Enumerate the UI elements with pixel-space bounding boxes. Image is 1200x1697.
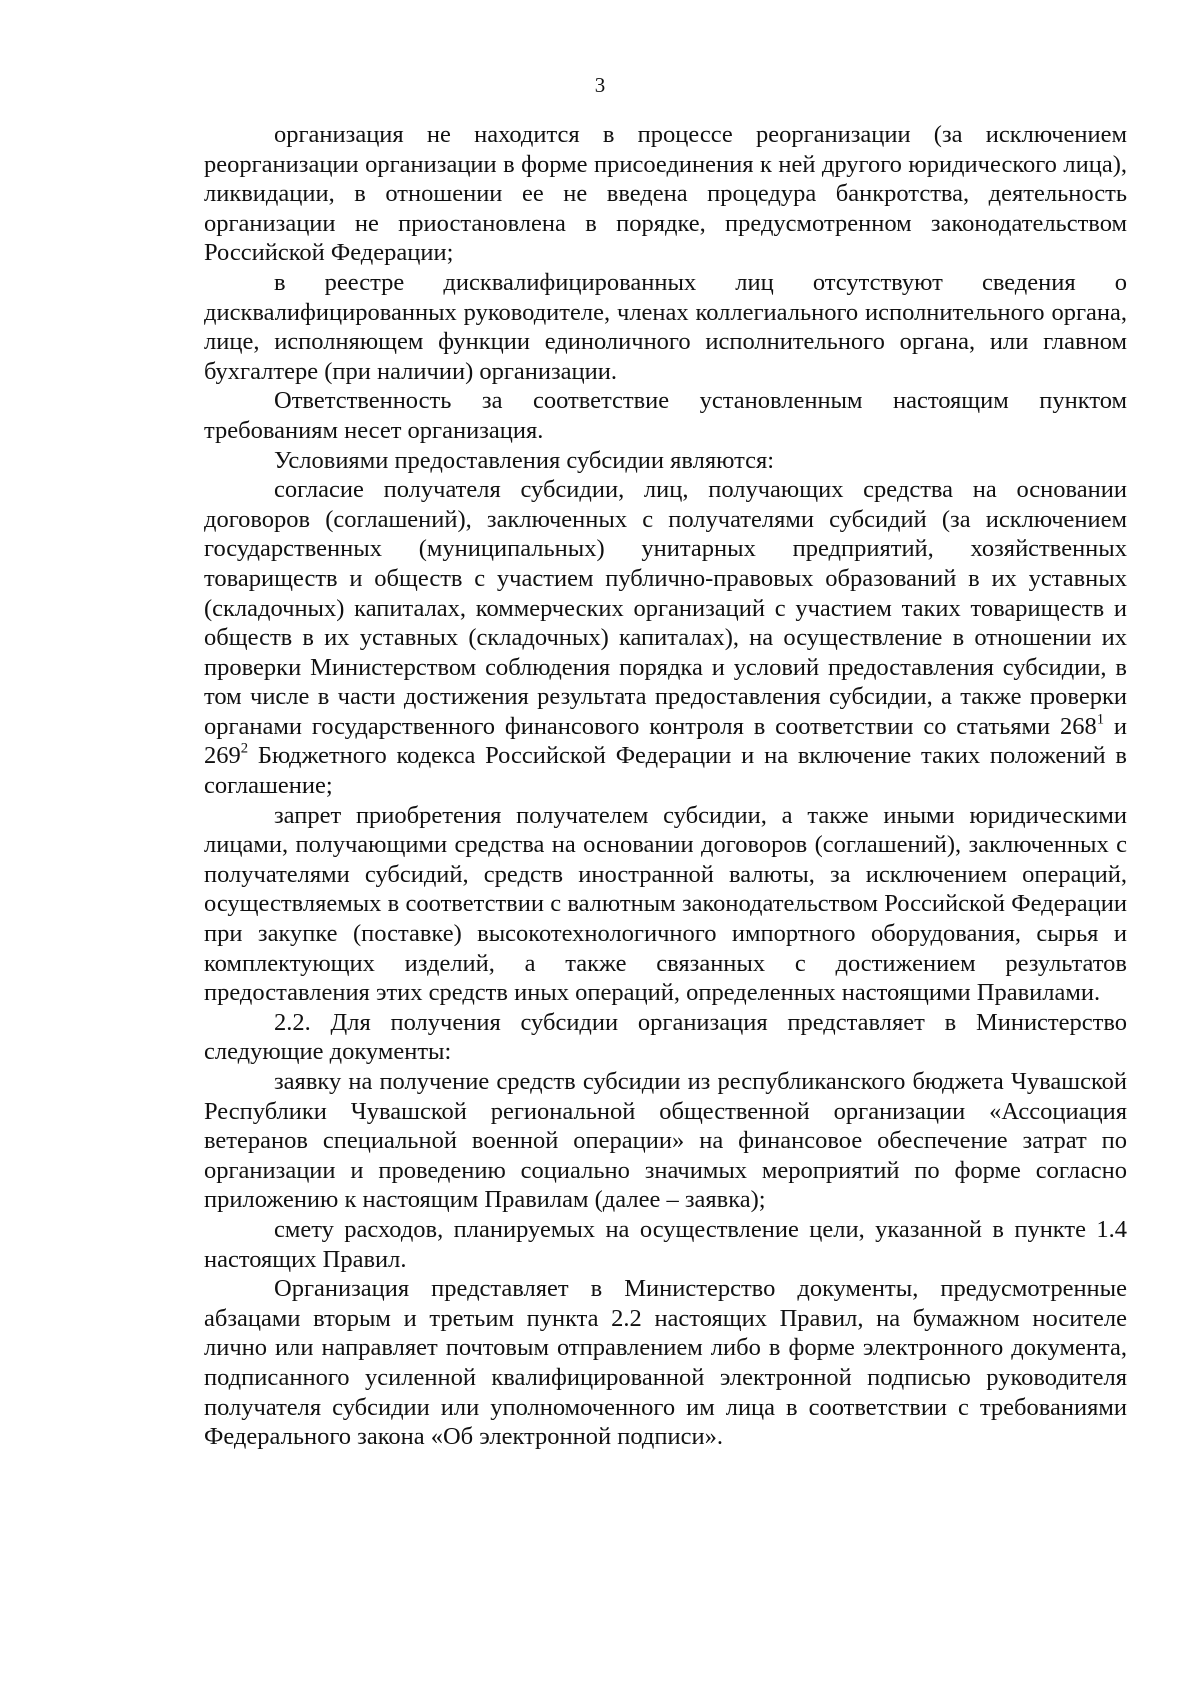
footnote-superscript: 1 (1096, 711, 1105, 728)
paragraph-conditions-heading: Условиями предоставления субсидии являются: (274, 446, 775, 474)
paragraph-submission-method: Организация представляет в Министерство документы, предусмотренные абзацами вторым и третьим пункта 2.2 настоящих Правил, на бумажном носителе лично или направляет почтовым отправлением либо в форме электронного документа, подписанного усиленной квалифицированной электронной подписью руководителя получателя субсидии или уполномоченного им лица в соответствии с требованиями Федерального закона «Об электронной подписи». (204, 1275, 1127, 1451)
footnote-superscript: 2 (240, 741, 249, 758)
document-body (204, 120, 1127, 1452)
paragraph-section-2-2: 2.2. Для получения субсидии организация представляет в Министерство следующие документы: (204, 1008, 1127, 1066)
paragraph-reorganization-condition: организация не находится в процессе реорганизации (за исключением реорганизации организации в форме присоединения к ней другого юридического лица), ликвидации, в отношении ее не введена процедура банкротства, деятельность организации не приостановлена в порядке, предусмотренном законодательством Российской Федерации; (204, 121, 1127, 267)
paragraph-responsibility: Ответственность за соответствие установленным настоящим пунктом требованиям несет организация. (204, 387, 1127, 444)
consent-text-end: Бюджетного кодекса Российской Федерации и на включение таких положений в соглашение; (204, 742, 1127, 800)
paragraph-currency-ban: запрет приобретения получателем субсидии, а также иными юридическими лицами, получающими средства на основании договоров (соглашений), заключенных с получателями субсидий, средств иностранной валюты, за исключением операций, осуществляемых в соответствии с валютным законодательством Российской Федерации при закупке (поставке) высокотехнологичного импортного оборудования, сырья и комплектующих изделий, а также связанных с достижением результатов предоставления этих средств иных операций, определенных настоящими Правилами. (204, 801, 1127, 1007)
consent-text-start: согласие получателя субсидии, лиц, получающих средства на основании договоров (соглашений), заключенных с получателями субсидий (за исключением государственных (муниципальных) унитарных предприятий, хозяйственных товариществ и обществ с участием публично-правовых образований в их уставных (складочных) капиталах, коммерческих организаций с участием таких товариществ и обществ в их уставных (складочных) капиталах), на осуществление в отношении их проверки Министерством соблюдения порядка и условий предоставления субсидии, в том числе в части достижения результата предоставления субсидии, а также проверки органами государственного финансового контроля в соответствии со статьями 268 (204, 476, 1127, 740)
paragraph-disqualified-registry: в реестре дисквалифицированных лиц отсутствуют сведения о дисквалифицированных руководителе, членах коллегиального исполнительного органа, лице, исполняющем функции единоличного исполнительного органа, или главном бухгалтере (при наличии) организации. (204, 268, 1127, 385)
consent-text-middle: и 269 (204, 712, 1127, 770)
page-number: 3 (594, 73, 606, 97)
paragraph-consent-to-checks (204, 475, 1127, 801)
paragraph-cost-estimate: смету расходов, планируемых на осуществление цели, указанной в пункте 1.4 настоящих Правил. (204, 1215, 1127, 1273)
paragraph-application: заявку на получение средств субсидии из республиканского бюджета Чувашской Республики Чувашской региональной общественной организации «Ассоциация ветеранов специальной военной операции» на финансовое обеспечение затрат по организации и проведению социально значимых мероприятий по форме согласно приложению к настоящим Правилам (далее – заявка); (204, 1068, 1127, 1214)
